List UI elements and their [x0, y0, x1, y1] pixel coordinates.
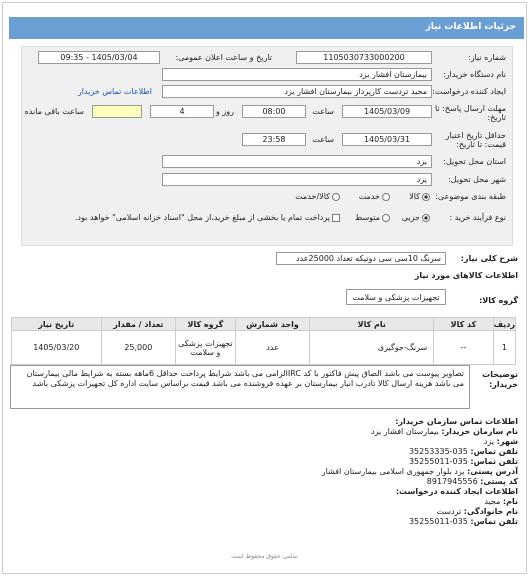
- radio-icon[interactable]: [332, 193, 340, 201]
- validity-label-2: قیمت: تا تاریخ:: [456, 140, 506, 149]
- creator-contact-title: اطلاعات ایجاد کننده درخواست:: [395, 487, 518, 496]
- treasury-note[interactable]: پرداخت تمام یا بخشی از مبلغ خرید،از محل "اسناد خزانه اسلامی" خواهد بود.: [75, 213, 342, 222]
- deadline-date-field: 1405/03/09: [342, 105, 432, 118]
- category-both-option[interactable]: کالا/خدمت: [295, 192, 342, 201]
- hours-left-field: [92, 105, 142, 118]
- col-header: نام کالا: [310, 318, 434, 331]
- validity-label: حداقل تاریخ اعتبار: [445, 131, 506, 140]
- page-frame: [2, 2, 527, 574]
- creator-line: نام خانوادگی: تردست: [436, 507, 518, 516]
- days-left-field: 4: [150, 105, 214, 118]
- deadline-date-label: تاریخ:: [487, 113, 506, 122]
- creator-line: تلفن تماس: 035-35255011: [408, 517, 518, 526]
- cell-qty: 25,000: [101, 331, 176, 365]
- summary-field: سرنگ 10سی سی دوتیکه تعداد 25000عدد: [276, 252, 446, 265]
- col-header: گروه کالا: [176, 318, 236, 331]
- province-label: استان محل تحویل:: [443, 157, 506, 166]
- deadline-time-field: 08:00: [242, 105, 306, 118]
- city-label: شهر محل تحویل:: [448, 175, 506, 184]
- buyer-field: بیمارستان افشار یزد: [162, 68, 432, 81]
- creator-label: ایجاد کننده درخواست:: [432, 87, 506, 96]
- cell-name: سرنگ-جوگیری: [310, 331, 434, 365]
- deadline-label: مهلت ارسال پاسخ: تا: [434, 104, 506, 113]
- creator-line: نام: مجید: [484, 497, 518, 506]
- hours-left-label: ساعت باقی مانده: [24, 107, 84, 116]
- notes-label-2: خریدار:: [489, 380, 518, 389]
- creator-field: مجید تردست کارپرداز بیمارستان افشار یزد: [162, 85, 432, 98]
- contact-line: آدرس پستی: یزد بلوار جمهوری اسلامی بیمارستان افشار: [321, 467, 518, 476]
- cell-row: 1: [493, 331, 515, 365]
- goods-group-label: گروه کالا:: [479, 296, 518, 305]
- contact-line: تلفن تماس: 035-35253335: [408, 447, 518, 456]
- col-header: تعداد / مقدار: [101, 318, 176, 331]
- validity-time-field: 23:58: [242, 133, 306, 146]
- cell-code: --: [434, 331, 494, 365]
- cell-unit: عدد: [235, 331, 310, 365]
- col-header: کد کالا: [434, 318, 494, 331]
- province-field: یزد: [162, 155, 432, 168]
- goods-table: [11, 317, 516, 365]
- notes-field: تصاویر پیوست می باشد الصاق پیش فاکتور با کد IRCالزامی می باشد شرایط پرداخت حداقل 6ماهه بسته به شرایط مالی بیمارستان می باشد هزینه ارسال کالا تادرب انبار بیمارستان بر عهده فروشنده می باشد قیمت براساس سایت اداره کل تجهیزات پزشکی باشد: [10, 365, 470, 409]
- table-row: [12, 331, 516, 365]
- process-minor-option[interactable]: جزیی: [402, 213, 432, 222]
- summary-label: شرح کلی نیاز:: [460, 254, 518, 263]
- col-header: تاریخ نیاز: [12, 318, 102, 331]
- contact-line: کد پستی: 8917945556: [426, 477, 518, 486]
- buyer-contact-link[interactable]: اطلاعات تماس خریدار: [77, 87, 152, 96]
- need-number-field: 1105030733000200: [296, 51, 432, 64]
- goods-section-title: اطلاعات کالاهای مورد نیاز: [414, 271, 518, 280]
- deadline-time-label: ساعت: [312, 107, 334, 116]
- contact-line: شهر: یزد: [483, 437, 518, 446]
- col-header: واحد شمارش: [235, 318, 310, 331]
- validity-date-field: 1405/03/31: [342, 133, 432, 146]
- table-header-row: [12, 318, 516, 331]
- page-title: جزئیات اطلاعات نیاز: [425, 22, 516, 32]
- process-label: نوع فرآیند خرید :: [449, 213, 506, 222]
- radio-icon[interactable]: [422, 214, 430, 222]
- checkbox-icon[interactable]: [332, 214, 340, 222]
- details-panel: [21, 46, 513, 246]
- goods-group-field: تجهیزات پزشکی و سلامت: [346, 289, 446, 305]
- cell-group: تجهیزات پزشکی و سلامت: [176, 331, 236, 365]
- page-header: [9, 17, 524, 39]
- contact-line: نام سازمان خریدار: بیمارستان افشار یزد: [371, 427, 518, 436]
- buyer-label: نام دستگاه خریدار:: [443, 70, 506, 79]
- contact-line: تلفن تماس: 035-35255011: [408, 457, 518, 466]
- process-medium-option[interactable]: متوسط: [355, 213, 392, 222]
- category-service-option[interactable]: خدمت: [359, 192, 392, 201]
- col-header: ردیف: [493, 319, 515, 329]
- need-number-label: شماره نیاز:: [468, 53, 506, 62]
- announce-label: تاریخ و ساعت اعلان عمومی:: [175, 53, 272, 62]
- radio-icon[interactable]: [422, 193, 430, 201]
- contact-section: [13, 417, 518, 527]
- announce-field: 1405/03/04 - 09:35: [38, 51, 160, 64]
- radio-icon[interactable]: [382, 193, 390, 201]
- notes-label: توضیحات: [482, 370, 518, 379]
- category-goods-option[interactable]: کالا: [409, 192, 432, 201]
- footer-text: تمامی حقوق محفوظ است: [231, 553, 298, 560]
- cell-date: 1405/03/20: [12, 331, 102, 365]
- contact-title: اطلاعات تماس سازمان خریدار:: [395, 417, 518, 426]
- validity-time-label: ساعت: [312, 135, 334, 144]
- category-label: طبقه بندی موضوعی:: [435, 192, 506, 201]
- days-and-label: روز و: [216, 107, 234, 116]
- radio-icon[interactable]: [382, 214, 390, 222]
- city-field: یزد: [162, 173, 432, 186]
